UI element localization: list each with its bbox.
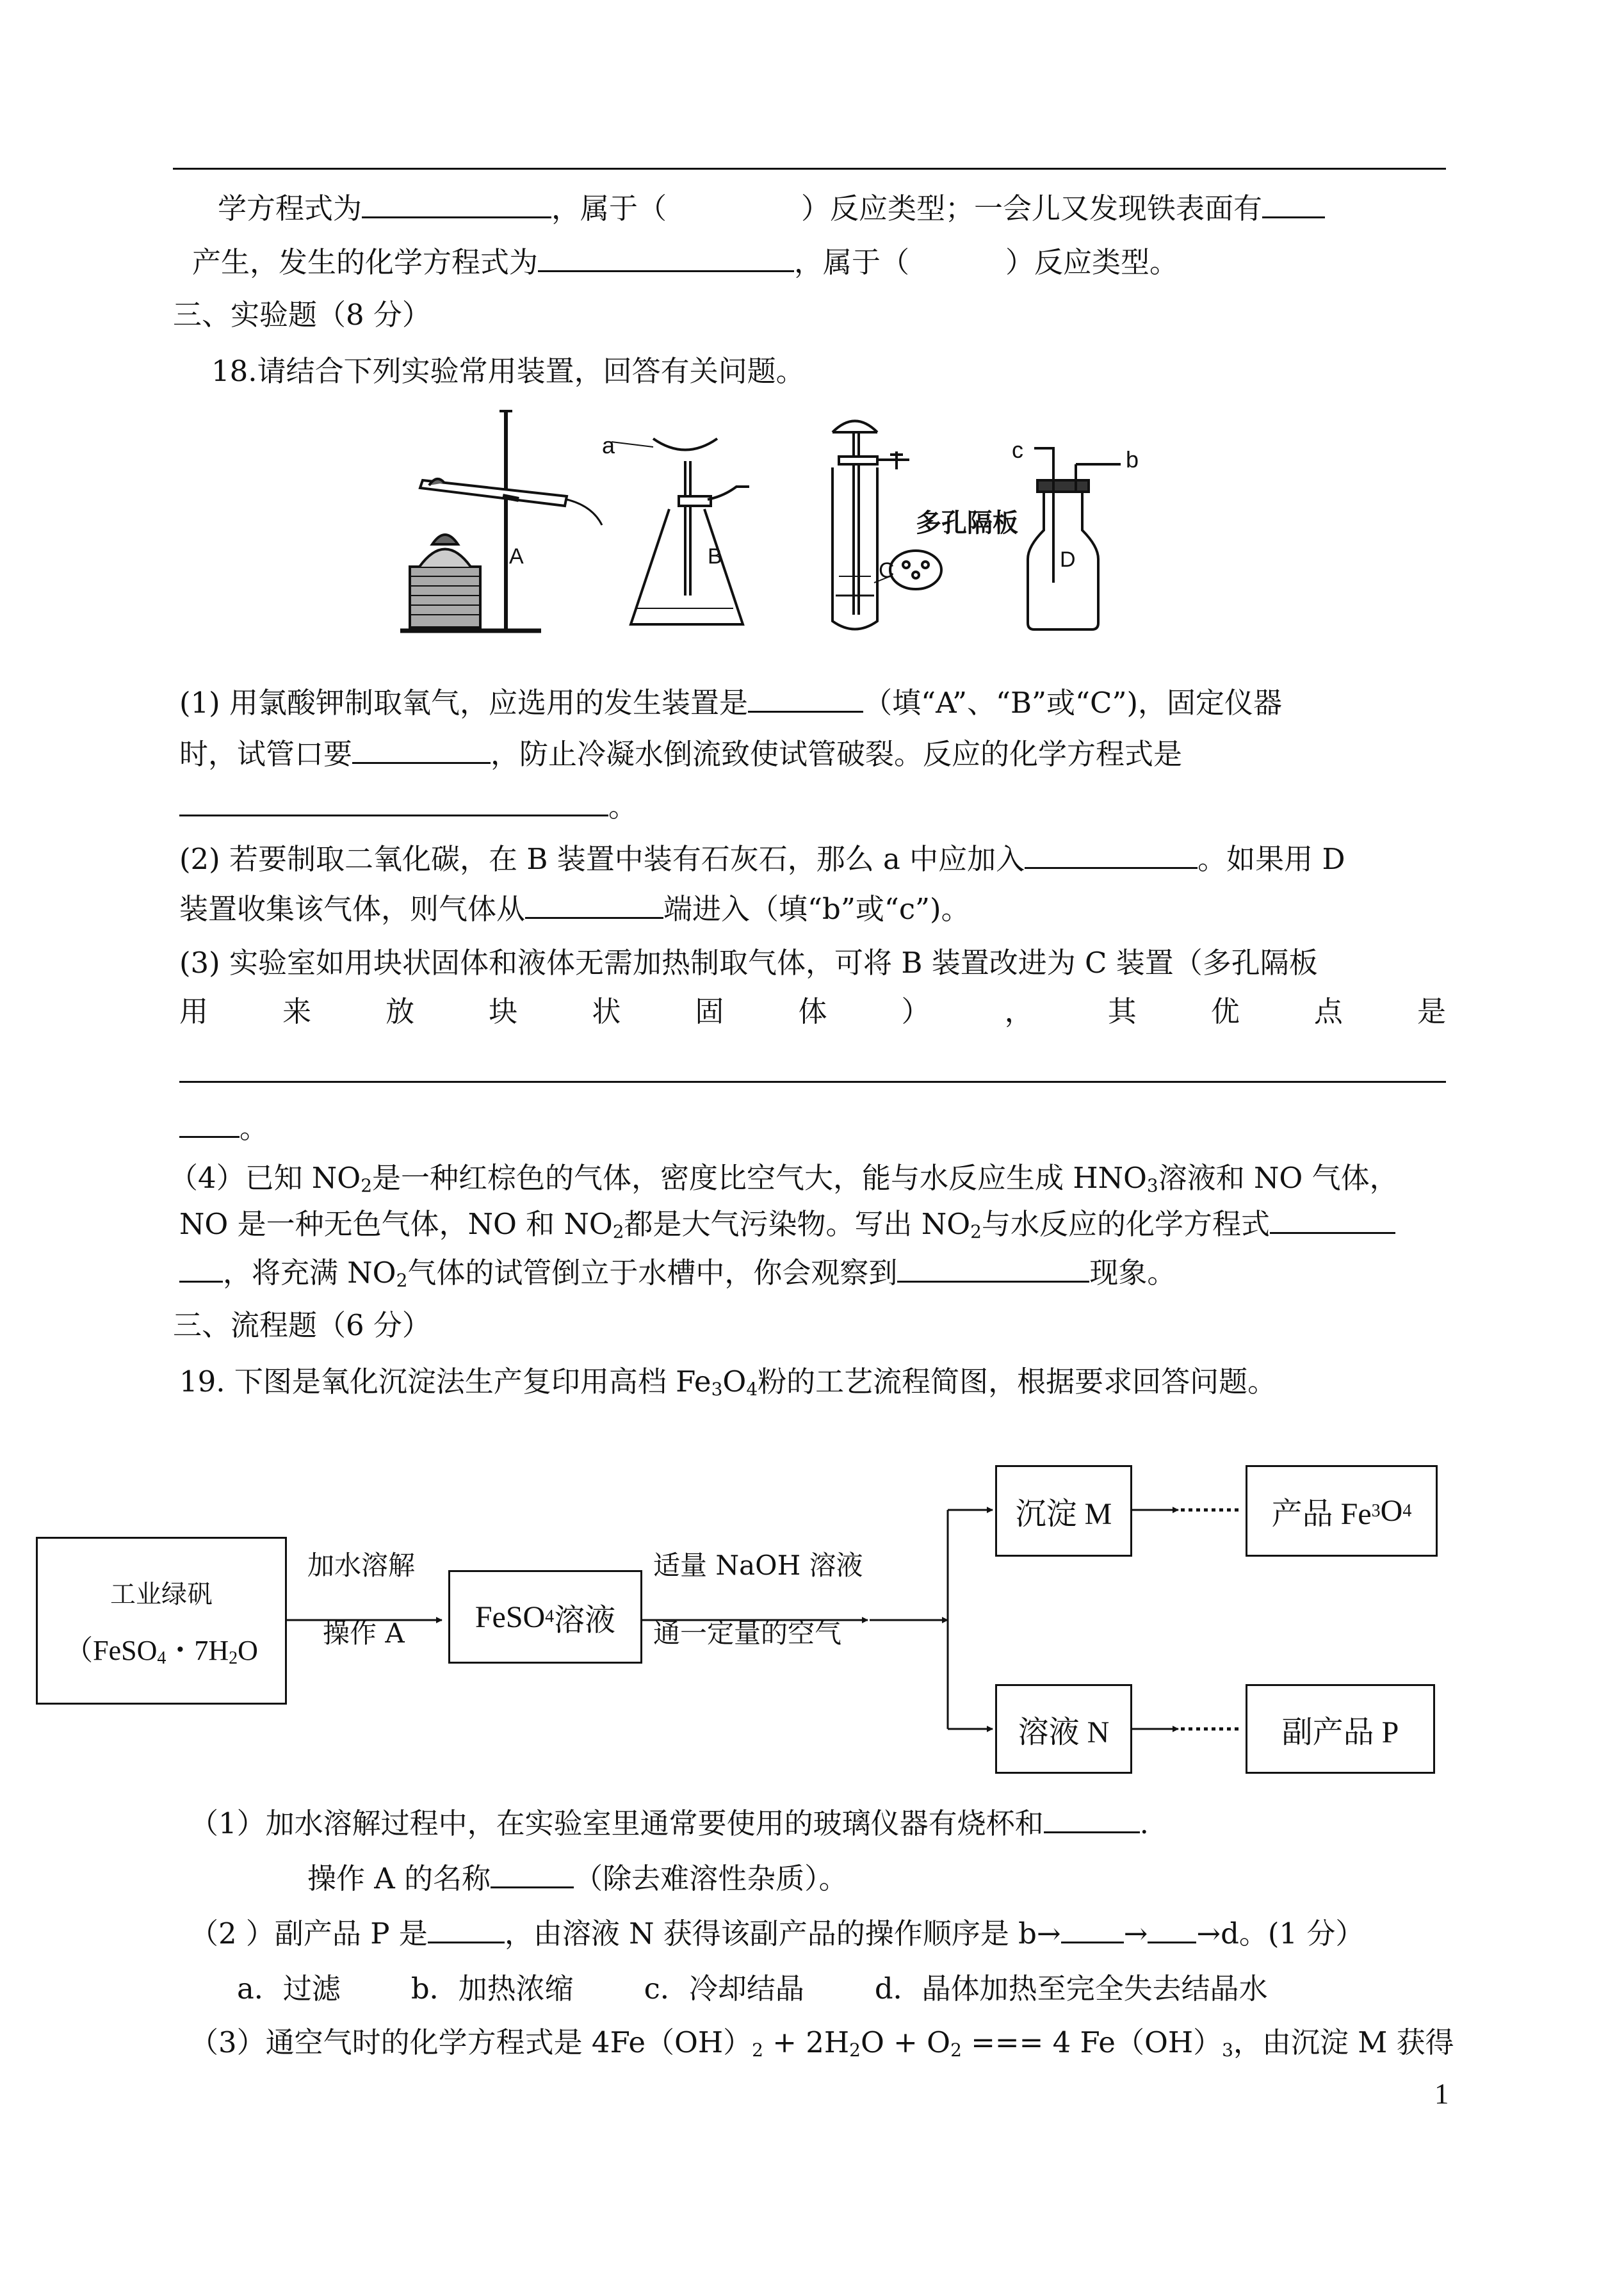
text: + 2H	[763, 2025, 850, 2059]
text: ，防止冷凝水倒流致使试管破裂。反应的化学方程式是	[491, 737, 1183, 771]
q19-p3-line-1	[190, 2023, 1454, 2062]
text: (1) 用氯酸钾制取氧气，应选用的发生装置是	[179, 686, 749, 720]
subscript: 2	[970, 1221, 982, 1242]
answer-blank[interactable]	[428, 1915, 505, 1943]
subscript: 2	[396, 1270, 408, 1291]
answer-blank[interactable]	[525, 890, 663, 919]
char: 点	[1313, 994, 1343, 1028]
text: ）反应类型；一会儿又发现铁表面有	[801, 191, 1263, 225]
flow-box-precipitate-m: 沉淀 M	[995, 1465, 1132, 1557]
char: 是	[1417, 994, 1446, 1028]
top-cont-line-1	[218, 190, 1325, 228]
subscript: 2	[950, 2040, 962, 2061]
q18-p4-line-2	[179, 1205, 1395, 1244]
text: 。	[608, 790, 638, 823]
q19-p1-line-1	[190, 1804, 1149, 1843]
text: 端进入（填“b”或“c”)。	[663, 892, 970, 926]
apparatus-a	[400, 411, 602, 631]
q19-options	[237, 1970, 1268, 2008]
char: 用	[179, 994, 209, 1028]
label-c: c	[1012, 437, 1023, 463]
flow-box-product-fe3o4: 产品 Fe 3 O 4	[1246, 1465, 1438, 1557]
text: 气体的试管倒立于水槽中，你会观察到	[407, 1256, 898, 1290]
text: ，将充满 NO	[223, 1256, 396, 1290]
text: 19. 下图是氧化沉淀法生产复印用高档 Fe	[179, 1365, 711, 1399]
q19-stem	[179, 1363, 1276, 1401]
subscript: 3	[1222, 2040, 1233, 2061]
answer-blank[interactable]	[1262, 190, 1325, 218]
text: O	[722, 1365, 747, 1399]
char: 体	[798, 994, 827, 1028]
arrow2-bottom-label: 通一定量的空气	[653, 1618, 842, 1649]
text: 。如果用 D	[1198, 842, 1345, 876]
text: （除去难溶性杂质）。	[574, 1861, 848, 1895]
flow-box-solution-n: 溶液 N	[995, 1684, 1132, 1774]
top-cont-line-2	[192, 243, 1178, 282]
label-b: b	[1126, 446, 1139, 473]
text: 现象。	[1089, 1256, 1176, 1290]
text: →	[1123, 1917, 1148, 1950]
flow-box-green-vitriol	[36, 1537, 287, 1705]
box1-formula	[65, 1627, 258, 1668]
label-D: D	[1060, 547, 1076, 572]
apparatus-figure	[384, 403, 1294, 647]
answer-blank[interactable]	[897, 1254, 1089, 1283]
label-C: C	[879, 558, 895, 583]
text: （填“A”、“B”或“C”)，固定仪器	[863, 686, 1283, 720]
text: ・7H	[166, 1634, 229, 1666]
char: 放	[386, 994, 415, 1028]
text: O	[1380, 1494, 1403, 1528]
subscript: 2	[612, 1221, 624, 1242]
text: .	[1139, 1806, 1149, 1840]
flow-box-feso4-solution: FeSO 4 溶液	[448, 1570, 642, 1664]
answer-blank[interactable]	[179, 788, 608, 816]
q18-p1-line-1	[179, 684, 1282, 722]
text: 产品 Fe	[1271, 1497, 1372, 1531]
arrow2-top-label: 适量 NaOH 溶液	[653, 1550, 863, 1581]
text: （4）已知 NO	[169, 1161, 361, 1195]
text: （FeSO	[65, 1634, 158, 1666]
subscript: 2	[229, 1648, 238, 1668]
char: ）	[901, 994, 930, 1028]
text: ，属于（	[551, 191, 667, 225]
q18-p3-line-2	[179, 993, 1446, 1031]
label-A: A	[509, 544, 524, 569]
label-a: a	[602, 432, 615, 458]
answer-blank[interactable]	[1044, 1804, 1140, 1833]
text: ）反应类型。	[1005, 245, 1179, 279]
answer-blank[interactable]	[1025, 840, 1198, 869]
text: 工业绿矾	[110, 1579, 213, 1609]
answer-blank[interactable]	[1061, 1915, 1124, 1943]
answer-blank[interactable]	[179, 1254, 223, 1283]
apparatus-d	[1028, 448, 1121, 629]
text: 。	[240, 1111, 269, 1145]
q18-p2-line-1	[179, 840, 1345, 879]
text: （1）加水溶解过程中，在实验室里通常要使用的玻璃仪器有烧杯和	[190, 1806, 1044, 1840]
option-c: c．冷却结晶	[644, 1972, 804, 2006]
q18-p1-line-3	[179, 788, 637, 826]
text: (2) 若要制取二氧化碳，在 B 装置中装有石灰石，那么 a 中应加入	[179, 842, 1025, 876]
answer-blank[interactable]	[538, 243, 794, 272]
q18-p4-line-3	[179, 1254, 1176, 1292]
answer-line-long[interactable]	[179, 1081, 1446, 1083]
subscript: 3	[711, 1379, 723, 1400]
subscript: 4	[746, 1379, 758, 1400]
section-heading-experiment: 三、实验题（8 分）	[173, 298, 431, 332]
answer-blank[interactable]	[1270, 1205, 1395, 1234]
q18-p2-line-2	[179, 890, 970, 929]
text: （2 ）副产品 P 是	[190, 1917, 428, 1950]
subscript: 4	[157, 1648, 166, 1668]
option-d: d．晶体加热至完全失去结晶水	[874, 1972, 1268, 2006]
answer-blank[interactable]	[1148, 1915, 1196, 1943]
text: O	[238, 1634, 258, 1666]
arrow1-top-label: 加水溶解	[307, 1550, 416, 1581]
text: O + O	[860, 2025, 951, 2059]
text: 时，试管口要	[179, 737, 353, 771]
subscript: 3	[1146, 1175, 1158, 1196]
option-b: b．加热浓缩	[410, 1972, 574, 2006]
q18-p4-line-1	[169, 1159, 1399, 1197]
text: 学方程式为	[218, 191, 362, 225]
label-porous-plate: 多孔隔板	[916, 509, 1018, 537]
section-heading-flow: 三、流程题（6 分）	[173, 1308, 431, 1342]
q19-p2-line-1	[190, 1915, 1364, 1953]
text: →d。(1 分）	[1196, 1917, 1365, 1950]
text: 操作 A 的名称	[307, 1861, 491, 1895]
text: 粉的工艺流程简图，根据要求回答问题。	[758, 1365, 1277, 1399]
arrow1-bottom-label: 操作 A	[323, 1618, 405, 1649]
text: 装置收集该气体，则气体从	[179, 892, 526, 926]
answer-blank[interactable]	[362, 190, 551, 218]
text: 溶液和 NO 气体，	[1158, 1161, 1399, 1195]
q19-p1-line-2	[307, 1860, 848, 1898]
label-B: B	[708, 544, 722, 569]
flow-box-byproduct-p: 副产品 P	[1246, 1684, 1435, 1774]
char: 来	[282, 994, 312, 1028]
text: 都是大气污染物。写出 NO	[624, 1207, 971, 1241]
q18-p3-line-1: (3) 实验室如用块状固体和液体无需加热制取气体，可将 B 装置改进为 C 装置（多孔隔板	[179, 946, 1318, 980]
text: 产生，发生的化学方程式为	[192, 245, 539, 279]
q18-stem: 18.请结合下列实验常用装置，回答有关问题。	[211, 354, 805, 388]
header-rule	[173, 168, 1446, 170]
char: ，	[1004, 994, 1034, 1028]
text: 是一种红棕色的气体，密度比空气大，能与水反应生成 HNO	[372, 1161, 1147, 1195]
text: FeSO	[475, 1600, 546, 1634]
char: 优	[1210, 994, 1240, 1028]
q18-p3-line-4	[179, 1109, 268, 1148]
subscript: 2	[752, 2040, 763, 2061]
subscript: 2	[849, 2040, 861, 2061]
page-number: 1	[1434, 2078, 1449, 2110]
text: 溶液	[554, 1603, 616, 1637]
answer-blank[interactable]	[352, 735, 491, 764]
char: 其	[1107, 994, 1137, 1028]
text: ，由沉淀 M 获得	[1233, 2025, 1454, 2059]
subscript: 2	[361, 1175, 373, 1196]
text: ，由溶液 N 获得该副产品的操作顺序是 b→	[504, 1917, 1061, 1950]
text: （3）通空气时的化学方程式是 4Fe（OH）	[190, 2025, 752, 2059]
q18-p1-line-2	[179, 735, 1182, 774]
option-a: a．过滤	[237, 1972, 341, 2006]
text: ，属于（	[794, 245, 910, 279]
answer-blank[interactable]	[491, 1860, 574, 1888]
text: NO 是一种无色气体，NO 和 NO	[179, 1207, 613, 1241]
answer-blank[interactable]	[179, 1109, 240, 1138]
char: 固	[695, 994, 724, 1028]
char: 块	[489, 994, 518, 1028]
char: 状	[592, 994, 621, 1028]
apparatus-b	[612, 439, 749, 624]
answer-blank[interactable]	[748, 684, 863, 713]
text: 与水反应的化学方程式	[981, 1207, 1270, 1241]
text: === 4 Fe（OH）	[961, 2025, 1222, 2059]
